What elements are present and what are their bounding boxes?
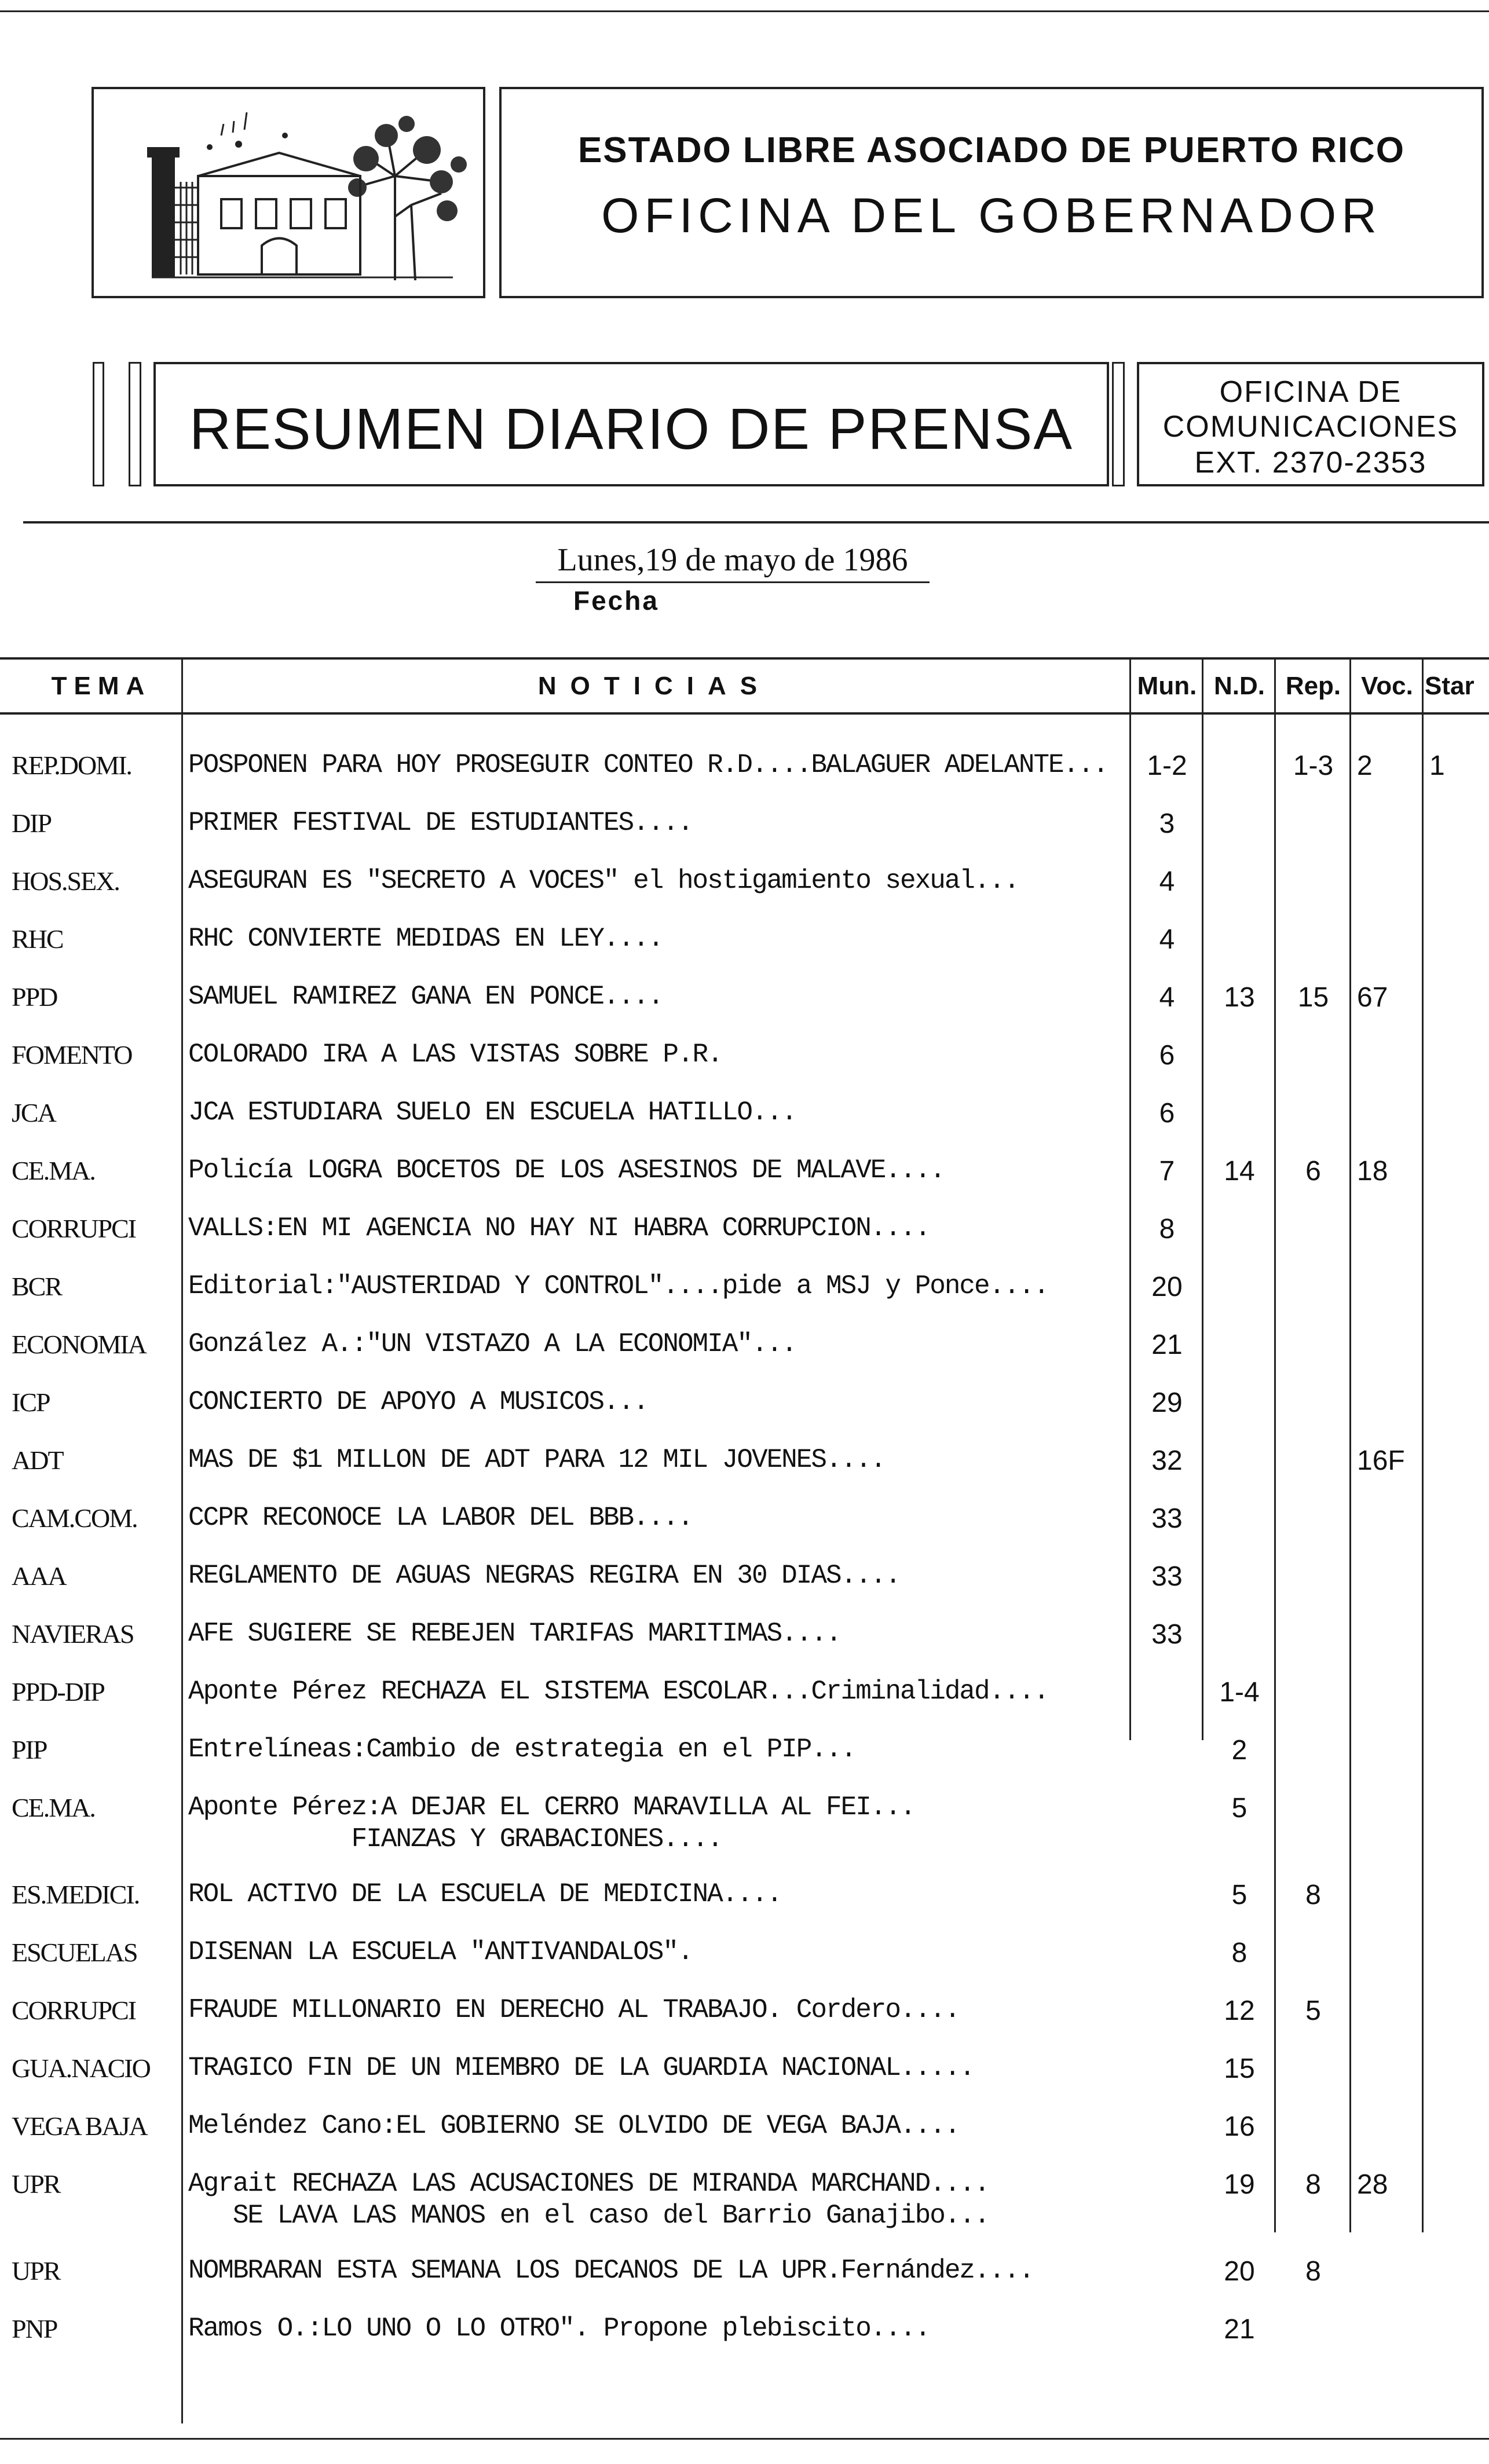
row-tema: UPR [12, 2169, 60, 2199]
row-noticia: RHC CONVIERTE MEDIDAS EN LEY.... [188, 924, 663, 954]
row-tema: CAM.COM. [12, 1503, 137, 1533]
row-noticia: JCA ESTUDIARA SUELO EN ESCUELA HATILLO... [188, 1097, 796, 1127]
row-mun-page: 4 [1159, 924, 1175, 955]
row-tema: CE.MA. [12, 1156, 95, 1185]
row-tema: ESCUELAS [12, 1938, 137, 1967]
col-line-mun [1202, 657, 1203, 1740]
row-rep-page: 15 [1297, 982, 1329, 1013]
row-noticia: Entrelíneas:Cambio de estrategia en el PIP... [188, 1734, 856, 1764]
row-voc-page: 2 [1357, 750, 1373, 781]
oficina-gobernador-heading: OFICINA DEL GOBERNADOR [601, 188, 1382, 243]
row-nd-page: 19 [1224, 2169, 1255, 2200]
header-separator [23, 521, 1489, 523]
row-tema: ADT [12, 1445, 63, 1475]
row-noticia: FRAUDE MILLONARIO EN DERECHO AL TRABAJO. Cordero.... [188, 1995, 960, 2025]
header-box [499, 87, 1484, 298]
row-tema: ECONOMIA [12, 1330, 146, 1359]
row-noticia: TRAGICO FIN DE UN MIEMBRO DE LA GUARDIA NACIONAL..... [188, 2053, 975, 2083]
contact-line-oficina: OFICINA DE [1219, 375, 1402, 409]
row-nd-page: 14 [1224, 1156, 1255, 1187]
row-noticia: DISENAN LA ESCUELA "ANTIVANDALOS". [188, 1937, 693, 1967]
row-mun-page: 21 [1151, 1330, 1183, 1360]
row-noticia: REGLAMENTO DE AGUAS NEGRAS REGIRA EN 30 DIAS.... [188, 1561, 901, 1591]
row-nd-page: 5 [1231, 1880, 1247, 1910]
row-rep-page: 5 [1305, 1996, 1321, 2026]
row-noticia: Aponte Pérez RECHAZA EL SISTEMA ESCOLAR...Criminalidad.... [188, 1676, 1049, 1707]
row-nd-page: 12 [1224, 1996, 1255, 2026]
row-noticia: Ramos O.:LO UNO O LO OTRO". Propone plebiscito.... [188, 2313, 930, 2344]
row-nd-page: 21 [1224, 2314, 1255, 2345]
col-line-tema [181, 657, 183, 2423]
row-rep-page: 6 [1305, 1156, 1321, 1187]
row-nd-page: 15 [1224, 2053, 1255, 2084]
row-tema: CE.MA. [12, 1793, 95, 1822]
row-tema: PNP [12, 2314, 57, 2344]
left-bar-outer [93, 362, 104, 486]
row-noticia-continuation: FIANZAS Y GRABACIONES.... [188, 1824, 722, 1854]
row-noticia: COLORADO IRA A LAS VISTAS SOBRE P.R. [188, 1039, 722, 1070]
row-noticia-continuation: SE LAVA LAS MANOS en el caso del Barrio Ganajibo... [188, 2201, 989, 2231]
row-tema: CORRUPCI [12, 1996, 136, 2025]
column-header-nd: N.D. [1214, 672, 1265, 700]
row-nd-page: 8 [1231, 1938, 1247, 1968]
row-voc-page: 18 [1357, 1156, 1388, 1187]
row-noticia: Editorial:"AUSTERIDAD Y CONTROL"....pide a MSJ y Ponce.... [188, 1271, 1049, 1301]
fecha-underline [536, 581, 930, 583]
bottom-rule [0, 2438, 1489, 2440]
right-bar [1112, 362, 1125, 486]
column-header-noticias: NOTICIAS [537, 672, 771, 700]
row-tema: PPD [12, 982, 57, 1012]
row-noticia: POSPONEN PARA HOY PROSEGUIR CONTEO R.D....BALAGUER ADELANTE... [188, 750, 1108, 780]
row-tema: HOS.SEX. [12, 866, 119, 896]
left-bar-inner [129, 362, 141, 486]
title-box [153, 362, 1109, 486]
row-nd-page: 1-4 [1219, 1677, 1260, 1708]
col-line-rep [1349, 657, 1351, 2232]
row-tema: BCR [12, 1272, 62, 1301]
row-tema: CORRUPCI [12, 1214, 136, 1243]
row-voc-page: 16F [1357, 1445, 1405, 1476]
row-noticia: Meléndez Cano:EL GOBIERNO SE OLVIDO DE VEGA BAJA.... [188, 2111, 960, 2141]
row-tema: PPD-DIP [12, 1677, 104, 1707]
row-mun-page: 33 [1151, 1503, 1183, 1534]
row-mun-page: 3 [1159, 808, 1175, 839]
column-header-rep: Rep. [1285, 672, 1341, 700]
column-header-mun: Mun. [1137, 672, 1197, 700]
fortaleza-illustration [94, 89, 483, 296]
row-tema: JCA [12, 1098, 56, 1127]
row-tema: ICP [12, 1387, 50, 1417]
table-header-rule [0, 712, 1489, 715]
fecha-value: Lunes,19 de mayo de 1986 [557, 542, 908, 578]
row-nd-page: 13 [1224, 982, 1255, 1013]
row-star-page: 1 [1429, 750, 1445, 781]
row-mun-page: 20 [1151, 1272, 1183, 1302]
column-header-voc: Voc. [1361, 672, 1413, 700]
row-noticia: González A.:"UN VISTAZO A LA ECONOMIA"... [188, 1329, 796, 1359]
row-noticia: CONCIERTO DE APOYO A MUSICOS... [188, 1387, 648, 1417]
contact-box [1137, 362, 1484, 486]
row-noticia: AFE SUGIERE SE REBEJEN TARIFAS MARITIMAS.... [188, 1619, 841, 1649]
row-mun-page: 8 [1159, 1214, 1175, 1244]
row-tema: VEGA BAJA [12, 2111, 147, 2141]
row-tema: PIP [12, 1735, 47, 1764]
table-top-rule [0, 657, 1489, 660]
row-tema: UPR [12, 2256, 60, 2286]
row-mun-page: 4 [1159, 866, 1175, 897]
row-tema: NAVIERAS [12, 1619, 134, 1649]
row-tema: FOMENTO [12, 1040, 132, 1070]
column-header-star: Star [1425, 672, 1475, 700]
row-noticia: MAS DE $1 MILLON DE ADT PARA 12 MIL JOVENES.... [188, 1445, 886, 1475]
top-rule [0, 10, 1489, 12]
row-noticia: VALLS:EN MI AGENCIA NO HAY NI HABRA CORRUPCION.... [188, 1213, 930, 1243]
row-noticia: Aponte Pérez:A DEJAR EL CERRO MARAVILLA AL FEI... [188, 1792, 915, 1822]
row-noticia: Policía LOGRA BOCETOS DE LOS ASESINOS DE MALAVE.... [188, 1155, 945, 1185]
row-mun-page: 4 [1159, 982, 1175, 1013]
row-nd-page: 20 [1224, 2256, 1255, 2287]
row-tema: ES.MEDICI. [12, 1880, 140, 1909]
row-noticia: Agrait RECHAZA LAS ACUSACIONES DE MIRANDA MARCHAND.... [188, 2169, 989, 2199]
row-rep-page: 1-3 [1293, 750, 1334, 781]
fecha-label: Fecha [573, 585, 659, 616]
row-noticia: SAMUEL RAMIREZ GANA EN PONCE.... [188, 982, 663, 1012]
row-tema: REP.DOMI. [12, 750, 131, 780]
row-tema: GUA.NACIO [12, 2053, 150, 2083]
row-mun-page: 32 [1151, 1445, 1183, 1476]
row-voc-page: 67 [1357, 982, 1388, 1013]
resumen-title: RESUMEN DIARIO DE PRENSA [189, 397, 1074, 462]
row-nd-page: 5 [1231, 1793, 1247, 1824]
row-voc-page: 28 [1357, 2169, 1388, 2200]
row-mun-page: 6 [1159, 1098, 1175, 1129]
row-rep-page: 8 [1305, 1880, 1321, 1910]
estado-libre-heading: ESTADO LIBRE ASOCIADO DE PUERTO RICO [577, 130, 1406, 170]
row-noticia: PRIMER FESTIVAL DE ESTUDIANTES.... [188, 808, 693, 838]
col-line-nd [1274, 657, 1276, 2232]
row-tema: DIP [12, 808, 52, 838]
row-mun-page: 33 [1151, 1561, 1183, 1592]
row-rep-page: 8 [1305, 2169, 1321, 2200]
column-header-tema: TEMA [51, 672, 152, 700]
logo-box [92, 87, 485, 298]
row-mun-page: 33 [1151, 1619, 1183, 1650]
row-noticia: CCPR RECONOCE LA LABOR DEL BBB.... [188, 1503, 693, 1533]
row-noticia: NOMBRARAN ESTA SEMANA LOS DECANOS DE LA UPR.Fernández.... [188, 2256, 1034, 2286]
contact-line-comunicaciones: COMUNICACIONES [1162, 410, 1459, 444]
row-nd-page: 16 [1224, 2111, 1255, 2142]
row-mun-page: 1-2 [1147, 750, 1187, 781]
row-mun-page: 7 [1159, 1156, 1175, 1187]
row-tema: RHC [12, 924, 63, 954]
row-noticia: ASEGURAN ES "SECRETO A VOCES" el hostigamiento sexual... [188, 866, 1019, 896]
row-tema: AAA [12, 1561, 66, 1591]
row-mun-page: 6 [1159, 1040, 1175, 1071]
row-rep-page: 8 [1305, 2256, 1321, 2287]
row-nd-page: 2 [1231, 1735, 1247, 1766]
contact-line-ext: EXT. 2370-2353 [1194, 446, 1427, 479]
row-mun-page: 29 [1151, 1387, 1183, 1418]
row-noticia: ROL ACTIVO DE LA ESCUELA DE MEDICINA.... [188, 1879, 782, 1909]
